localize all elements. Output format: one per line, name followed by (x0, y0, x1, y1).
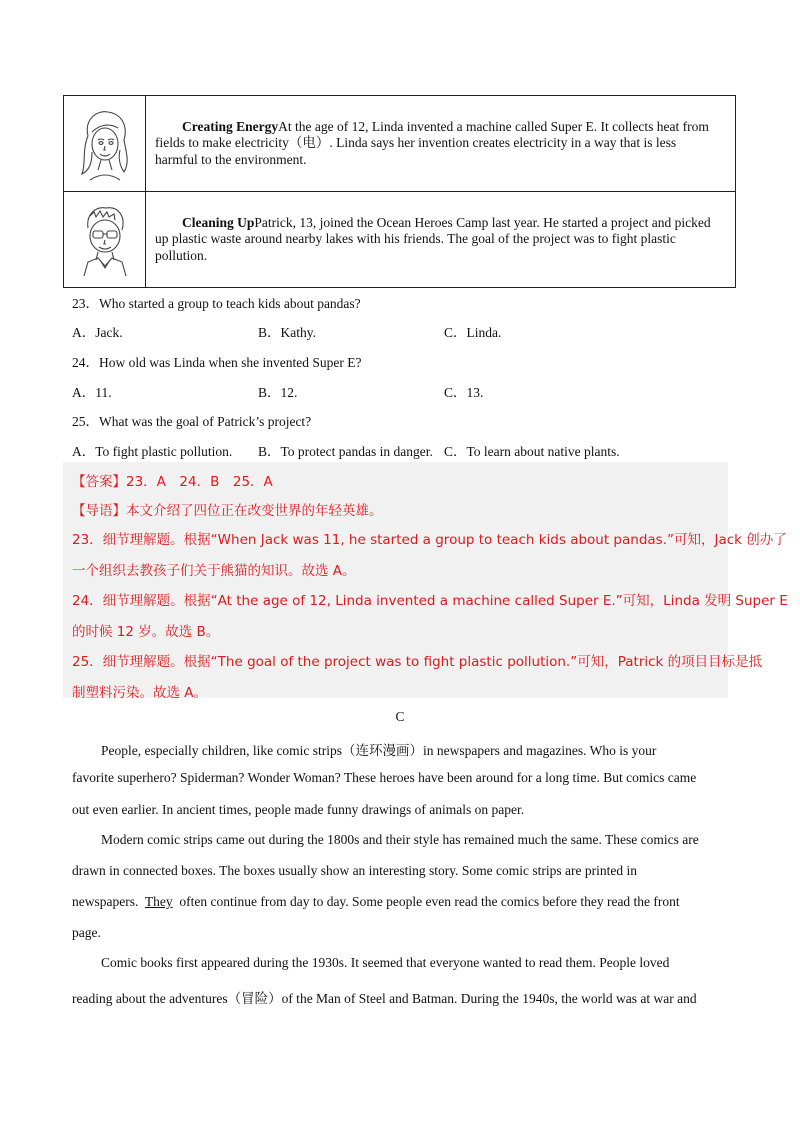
row2-body: Patrick, 13, joined the Ocean Heroes Camp last year. He started a project and picked up plastic waste around nearby lakes with his friends. The goal of the project was to fight plastic pollution. (155, 214, 711, 263)
passage-line: reading about the adventures（冒险）of the Man of Steel and Batman. During the 1940s, the world was at war and (72, 991, 697, 1006)
row1-body: At the age of 12, Linda invented a machine called Super E. It collects heat from fields to make electricity（电）. Linda says her invention creates electricity in a way that is less harmful to the environment. (155, 118, 709, 167)
question-23: 23．Who started a group to teach kids about pandas? (72, 296, 361, 311)
option-23-c: C．Linda. (444, 325, 502, 340)
table-row (64, 96, 735, 192)
option-23-b: B．Kathy. (258, 325, 316, 340)
passage-line: out even earlier. In ancient times, people made funny drawings of animals on paper. (72, 802, 525, 817)
row2-title: Cleaning Up (182, 214, 255, 230)
answer-24-line2: 的时候 12 岁。故选 B。 (72, 624, 220, 640)
option-23-a: A．Jack. (72, 325, 123, 340)
linda-portrait (64, 96, 146, 191)
passage-line: page. (72, 925, 101, 940)
answer-25-line2: 制塑料污染。故选 A。 (72, 685, 208, 701)
answer-key: 【答案】23．A 24．B 25．A (72, 474, 273, 490)
answer-intro: 【导语】本文介绍了四位正在改变世界的年轻英雄。 (72, 503, 383, 519)
girl-portrait-icon (74, 106, 136, 182)
option-24-b: B．12. (258, 385, 298, 400)
section-heading: C (395, 709, 405, 724)
passage-line: favorite superhero? Spiderman? Wonder Woman? These heroes have been around for a long time. But comics came (72, 770, 697, 785)
option-25-c: C．To learn about native plants. (444, 444, 620, 459)
patrick-portrait (64, 192, 146, 287)
row1-title: Creating Energy (182, 118, 279, 134)
answer-25-line1: 25．细节理解题。根据“The goal of the project was to fight plastic pollution.”可知，Patrick 的项目目标是抵 (72, 654, 763, 670)
answer-23-line2: 一个组织去教孩子们关于熊猫的知识。故选 A。 (72, 563, 356, 579)
row1-text (155, 96, 721, 191)
passage-text: newspapers. (72, 894, 145, 909)
answer-23-line1: 23．细节理解题。根据“When Jack was 11, he started a group to teach kids about pandas.”可知，Jack 创办了 (72, 532, 787, 548)
answer-24-line1: 24．细节理解题。根据“At the age of 12, Linda invented a machine called Super E.”可知，Linda 发明 Super E (72, 593, 788, 609)
underlined-word: They (144, 894, 173, 909)
question-25: 25．What was the goal of Patrick’s project? (72, 414, 312, 429)
passage-line: Comic books first appeared during the 1930s. It seemed that everyone wanted to read them. People loved (101, 955, 670, 970)
passage-text: often continue from day to day. Some people even read the comics before they read the front (172, 894, 680, 909)
question-24: 24．How old was Linda when she invented Super E? (72, 355, 362, 370)
passage-line: Modern comic strips came out during the 1800s and their style has remained much the same. These comics are (101, 832, 699, 847)
passage-line (72, 894, 680, 910)
option-25-a: A．To fight plastic pollution. (72, 444, 233, 459)
row2-text (155, 192, 721, 287)
option-24-a: A．11. (72, 385, 112, 400)
passage-line: People, especially children, like comic strips（连环漫画）in newspapers and magazines. Who is your (101, 743, 657, 758)
option-25-b: B．To protect pandas in danger. (258, 444, 433, 459)
table-row (64, 192, 735, 287)
profile-table (63, 95, 736, 288)
option-24-c: C．13. (444, 385, 484, 400)
passage-line: drawn in connected boxes. The boxes usually show an interesting story. Some comic strips are printed in (72, 863, 638, 878)
boy-portrait-icon (74, 202, 136, 278)
